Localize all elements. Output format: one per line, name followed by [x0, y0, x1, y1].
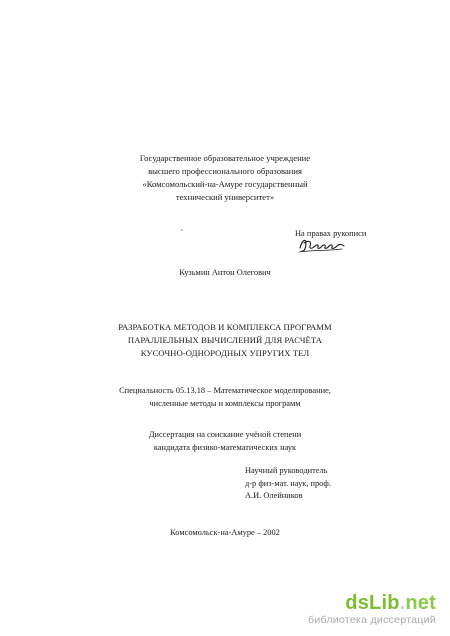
- degree-line-1: Диссертация на соискание учёной степени: [148, 430, 302, 439]
- logo-dot: .: [399, 592, 406, 614]
- degree-block: [0, 428, 450, 454]
- supervisor-line-1: Научный руководитель: [245, 466, 328, 475]
- watermark-subtitle: библиотека диссертаций: [308, 614, 436, 626]
- degree-line-2: кандидата физико-математических наук: [153, 443, 297, 452]
- dissertation-title: [0, 321, 450, 360]
- title-line-3: КУСОЧНО-ОДНОРОДНЫХ УПРУГИХ ТЕЛ: [140, 348, 310, 358]
- logo-lib: Lib: [369, 592, 400, 614]
- institution-line-3: «Комсомольский-на-Амуре государственный: [142, 179, 308, 189]
- handwritten-signature: [296, 234, 348, 256]
- supervisor-block: [245, 465, 331, 503]
- author-name: Кузьмин Антон Олегович: [179, 268, 271, 277]
- institution-line-2: высшего профессионального образования: [148, 166, 302, 176]
- institution-line-1: Государственное образовательное учреждение: [139, 153, 311, 163]
- specialty-line-1: Специальность 05.13.18 – Математическое моделирование,: [119, 386, 331, 395]
- institution-block: [0, 152, 450, 204]
- supervisor-line-2: д-р физ-мат. наук, проф.: [245, 478, 331, 488]
- title-line-2: ПАРАЛЛЕЛЬНЫХ ВЫЧИСЛЕНИЙ ДЛЯ РАСЧЁТА: [127, 335, 323, 345]
- logo-ds: ds: [345, 592, 370, 614]
- institution-line-4: технический университет»: [175, 192, 275, 202]
- rights-note: На правах рукописи: [295, 229, 367, 238]
- watermark-logo: [308, 592, 436, 614]
- scan-speck: [181, 229, 183, 231]
- logo-net: net: [405, 592, 436, 614]
- supervisor-line-3: А.И. Олейников: [245, 491, 303, 500]
- city-year: Комсомольск-на-Амуре – 2002: [170, 528, 280, 537]
- dslib-watermark: [308, 592, 436, 626]
- specialty-block: [0, 384, 450, 410]
- title-line-1: РАЗРАБОТКА МЕТОДОВ И КОМПЛЕКСА ПРОГРАММ: [118, 322, 332, 332]
- specialty-line-2: численные методы и комплексы программ: [149, 399, 301, 408]
